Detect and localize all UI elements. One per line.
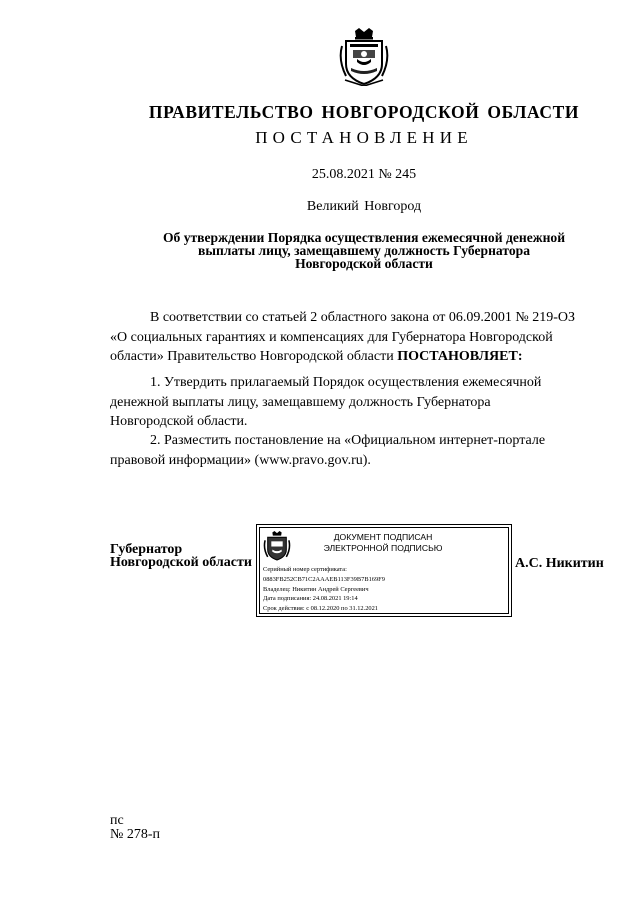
document-date-number: 25.08.2021 № 245	[311, 167, 417, 182]
document-type: ПОСТАНОВЛЕНИЕ	[255, 128, 473, 147]
signer-name: А.С. Никитин	[515, 556, 604, 571]
paragraph-line: В соответствии со статьей 2 областного закона от 06.09.2001 № 219-ОЗ	[150, 310, 576, 325]
paragraph-line: «О социальных гарантиях и компенсациях для Губернатора Новгородской	[110, 329, 553, 345]
paragraph-item-2	[110, 431, 616, 470]
certificate-serial: 0883FB252CB71C2AAAEB113F39B7B169F9	[263, 575, 385, 583]
signing-date: Дата подписания: 24.08.2021 19:14	[263, 595, 358, 603]
resolves-keyword: ПОСТАНОВЛЯЕТ:	[397, 349, 523, 364]
certificate-validity: Срок действия: с 08.12.2020 по 31.12.2021	[263, 605, 379, 613]
subject-line: Новгородской области	[295, 256, 433, 271]
coat-of-arms-icon	[337, 28, 391, 86]
stamp-heading-line: ЭЛЕКТРОННОЙ ПОДПИСЬЮ	[323, 543, 443, 553]
paragraph-text: области» Правительство Новгородской области	[110, 349, 398, 364]
subject-line: Об утверждении Порядка осуществления ежемесячной денежной	[162, 230, 566, 245]
paragraph-line: 1. Утвердить прилагаемый Порядок осуществления ежемесячной	[150, 375, 542, 390]
coat-of-arms-icon	[263, 531, 291, 561]
paragraph-line: денежной выплаты лицу, замещавшему должность Губернатора	[110, 394, 491, 410]
paragraph-item-1	[110, 373, 616, 432]
footer-initials: пс	[110, 813, 124, 828]
paragraph-line: Новгородской области.	[110, 414, 248, 429]
signature-stamp-heading	[298, 532, 468, 554]
document-city: Великий Новгород	[306, 199, 422, 214]
organization-title: ПРАВИТЕЛЬСТВО НОВГОРОДСКОЙ ОБЛАСТИ	[148, 102, 580, 122]
electronic-signature-stamp	[256, 524, 512, 617]
signer-position-line: Новгородской области	[110, 555, 252, 570]
certificate-owner: Владелец: Никитин Андрей Сергеевич	[263, 585, 369, 593]
document-subject	[110, 231, 618, 270]
paragraph-line	[110, 347, 616, 367]
paragraph-preamble	[110, 308, 616, 367]
signer-position-line: Губернатор	[110, 542, 183, 557]
subject-line: выплаты лицу, замещавшему должность Губернатора	[198, 243, 530, 258]
document-footer-code	[110, 814, 160, 842]
stamp-heading-line: ДОКУМЕНТ ПОДПИСАН	[333, 532, 433, 542]
signature-certificate-details	[263, 565, 385, 614]
signer-position	[110, 543, 252, 569]
footer-registry-number: № 278-п	[110, 827, 161, 842]
signature-stamp-frame	[259, 527, 509, 614]
paragraph-line: 2. Разместить постановление на «Официальном интернет-портале	[150, 433, 546, 448]
paragraph-line: правовой информации» (www.pravo.gov.ru).	[110, 452, 371, 468]
certificate-label: Серийный номер сертификата:	[263, 566, 347, 573]
